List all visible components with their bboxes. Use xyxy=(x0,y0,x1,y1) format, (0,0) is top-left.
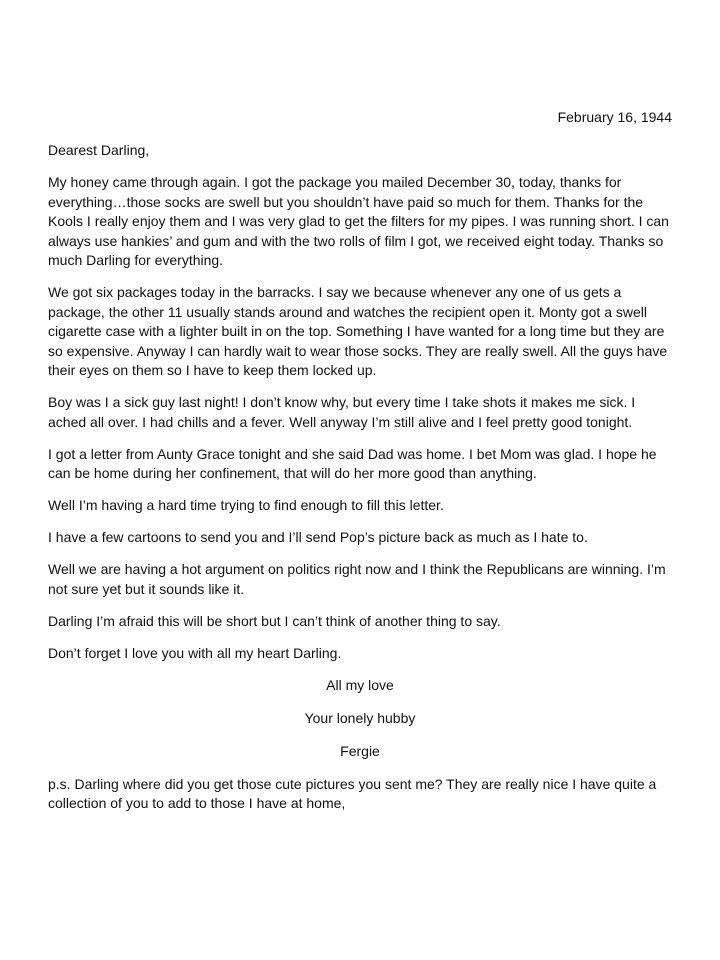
signature: Fergie xyxy=(340,742,380,759)
paragraph-barracks: We got six packages today in the barracks. I say we because whenever any one of us gets a package, the other 11 usually stands around and watches the recipient open it. Monty got a swell cigarette case with a lighter built in on the top. Something I have wanted for a long time but they are so expensive. Anyway I can hardly wait to wear those socks. They are really swell. All the guys have their eyes on them so I have to keep them locked up. xyxy=(48,284,668,378)
paragraph-package: My honey came through again. I got the package you mailed December 30, today, thanks for everything…those socks are swell but you shouldn’t have paid so much for them. Thanks for the Kools I really enjoy them and I was very glad to get the filters for my pipes. I was running short. I can always use hankies’ and gum and with the two rolls of film I got, we received eight today. Thanks so much Darling for everything. xyxy=(48,174,669,268)
closing-descriptor: Your lonely hubby xyxy=(304,709,416,726)
paragraph-love: Don’t forget I love you with all my heart Darling. xyxy=(48,644,342,661)
paragraph-fill-letter: Well I’m having a hard time trying to find enough to fill this letter. xyxy=(48,497,444,513)
postscript: p.s. Darling where did you get those cute pictures you sent me? They are really nice I have quite a collection of you to add to those I have at home, xyxy=(48,775,657,811)
salutation: Dearest Darling, xyxy=(48,141,150,158)
paragraph-politics: Well we are having a hot argument on politics right now and I think the Republicans are winning. I’m not sure yet but it sounds like it. xyxy=(48,561,666,597)
paragraph-aunty-grace: I got a letter from Aunty Grace tonight and she said Dad was home. I bet Mom was glad. I hope he can be home during her confinement, that will do her more good than anything. xyxy=(48,445,657,481)
paragraph-cartoons: I have a few cartoons to send you and I’ll send Pop’s picture back as much as I hate to. xyxy=(48,529,588,545)
paragraph-sick: Boy was I a sick guy last night! I don’t know why, but every time I take shots it makes me sick. I ached all over. I had chills and a fever. Well anyway I’m still alive and I feel pretty good tonight. xyxy=(48,394,636,430)
closing-line: All my love xyxy=(326,676,394,693)
paragraph-short: Darling I’m afraid this will be short but I can’t think of another thing to say. xyxy=(48,612,501,629)
letter-page xyxy=(48,108,672,814)
letter-date: February 16, 1944 xyxy=(557,109,672,125)
